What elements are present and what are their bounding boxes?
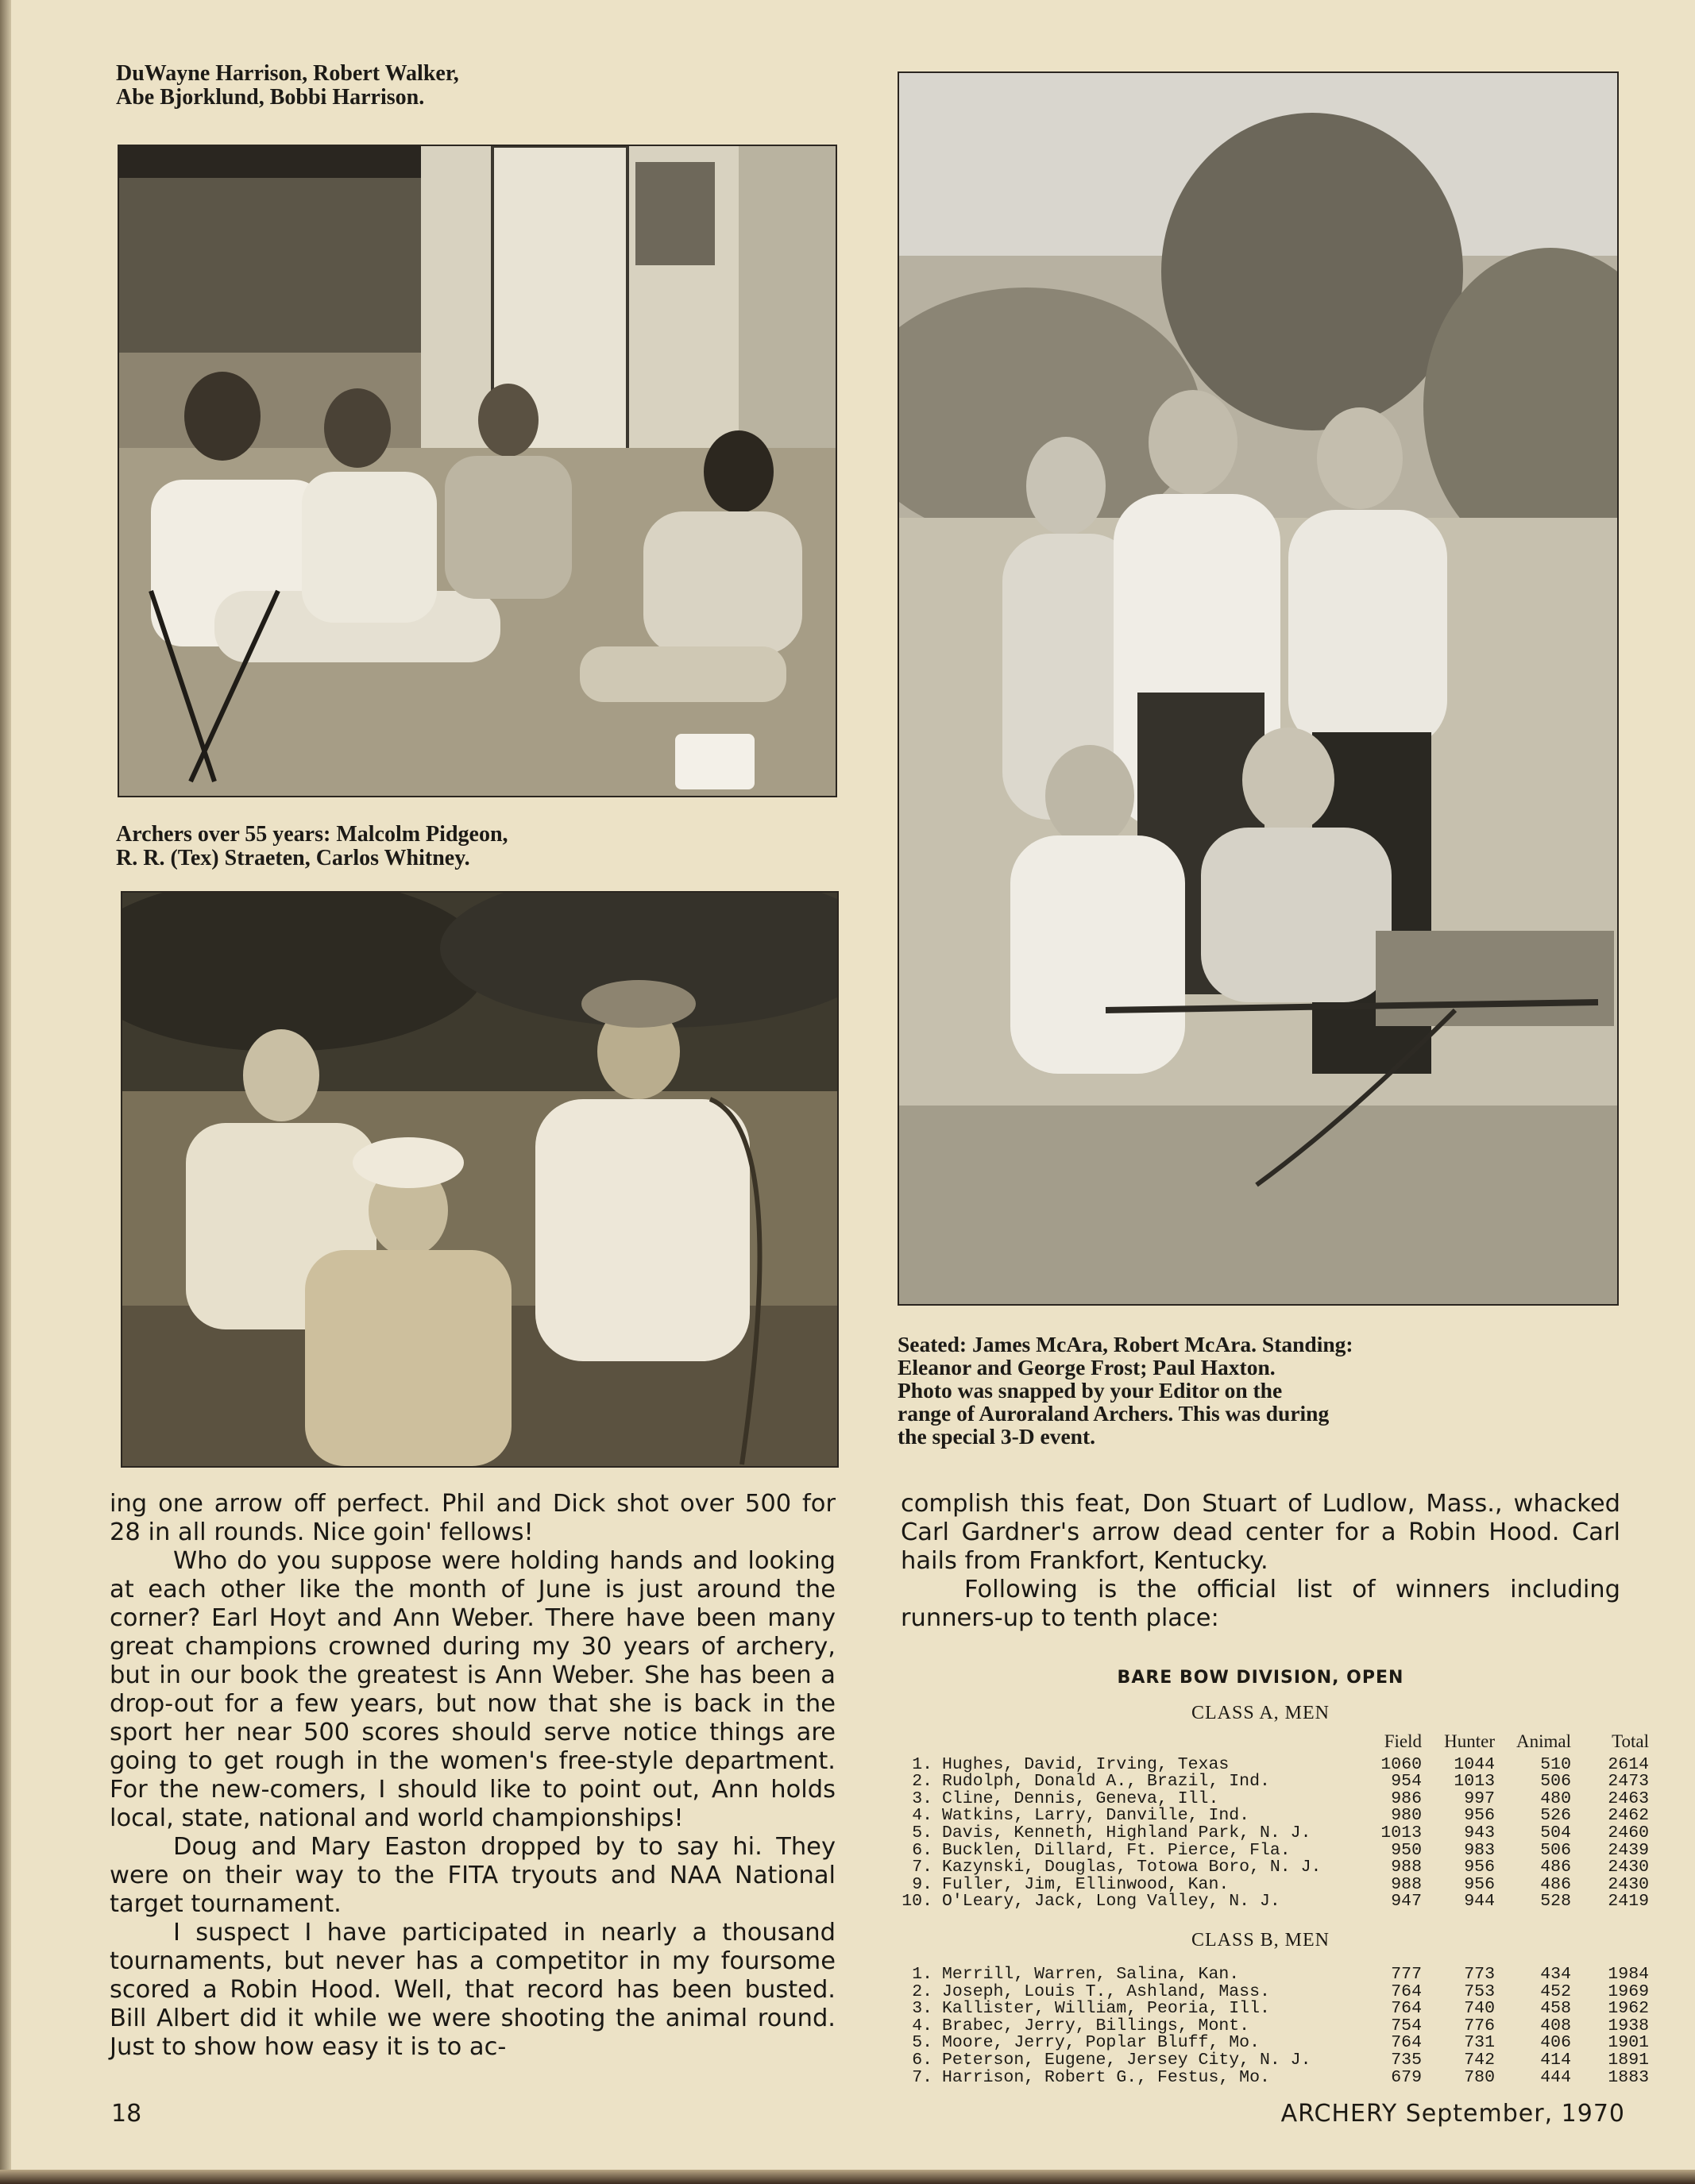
name-cell: Joseph, Louis T., Ashland, Mass. (942, 1981, 1270, 2001)
total-score-cell: 2463 (1608, 1788, 1649, 1808)
hunter-score-cell: 1044 (1454, 1754, 1495, 1774)
animal-score-cell: 452 (1540, 1981, 1571, 2001)
header-field: Field (1384, 1731, 1422, 1751)
field-score-cell: 735 (1391, 2050, 1422, 2070)
rank-cell: 10. (902, 1892, 932, 1912)
table-row (898, 1966, 1649, 1984)
name-cell: Kallister, William, Peoria, Ill. (942, 1999, 1270, 2019)
total-score-cell: 2462 (1608, 1806, 1649, 1826)
photo-group-at-trailer (118, 145, 837, 797)
results-table-class-b (898, 1966, 1649, 2086)
name-cell: Cline, Dennis, Geneva, Ill. (942, 1788, 1219, 1808)
total-score-cell: 2473 (1608, 1772, 1649, 1792)
animal-score-cell: 414 (1540, 2050, 1571, 2070)
header-animal: Animal (1516, 1731, 1571, 1751)
field-score-cell: 1060 (1380, 1754, 1422, 1774)
table-row (898, 2070, 1649, 2087)
name-cell: Merrill, Warren, Salina, Kan. (942, 1965, 1240, 1984)
rank-cell: 1. (912, 1754, 932, 1774)
article-paragraph: complish this feat, Don Stuart of Ludlow, Mass., whacked Carl Gardner's arrow dead center for a Robin Hood. Carl hails from Frankfort, Kentucky. (901, 1490, 1620, 1575)
total-score-cell: 1901 (1608, 2033, 1649, 2053)
name-cell: Peterson, Eugene, Jersey City, N. J. (942, 2050, 1311, 2070)
table-row (898, 1893, 1649, 1911)
field-score-cell: 988 (1391, 1858, 1422, 1877)
field-score-cell: 764 (1391, 1981, 1422, 2001)
table-header-row (898, 1733, 1649, 1757)
field-score-cell: 988 (1391, 1874, 1422, 1894)
table-row (898, 1825, 1649, 1843)
name-cell: Watkins, Larry, Danville, Ind. (942, 1806, 1250, 1826)
photo-auroraland-archers (898, 71, 1619, 1306)
issue-line: ARCHERY September, 1970 (1280, 2100, 1625, 2128)
caption-line: Abe Bjorklund, Bobbi Harrison. (116, 85, 425, 110)
photo-auroraland-archers-image (899, 73, 1617, 1304)
name-cell: Kazynski, Douglas, Totowa Boro, N. J. (942, 1858, 1322, 1877)
rank-cell: 9. (912, 1874, 932, 1894)
article-column-right (901, 1490, 1620, 1633)
name-cell: Brabec, Jerry, Billings, Mont. (942, 2016, 1250, 2035)
name-cell: Rudolph, Donald A., Brazil, Ind. (942, 1772, 1270, 1792)
article-paragraph: I suspect I have participated in nearly a thousand tournaments, but never has a competitor in my foursome scored a Robin Hood. Well, that record has been busted. Bill Albert did it while we were shooting the animal round. Just to show how easy it is to ac- (110, 1919, 836, 2061)
page-spine-shadow (0, 0, 11, 2184)
rank-cell: 6. (912, 2050, 932, 2070)
field-score-cell: 947 (1391, 1892, 1422, 1912)
animal-score-cell: 406 (1540, 2033, 1571, 2053)
animal-score-cell: 506 (1540, 1840, 1571, 1860)
rank-cell: 2. (912, 1772, 932, 1792)
animal-score-cell: 444 (1540, 2067, 1571, 2087)
results-table-class-a (898, 1733, 1649, 1911)
hunter-score-cell: 956 (1464, 1806, 1495, 1826)
hunter-score-cell: 1013 (1454, 1772, 1495, 1792)
animal-score-cell: 458 (1540, 1999, 1571, 2019)
name-cell: Fuller, Jim, Ellinwood, Kan. (942, 1874, 1230, 1894)
table-row (898, 1859, 1649, 1877)
total-score-cell: 1984 (1608, 1965, 1649, 1984)
header-name (942, 1733, 1371, 1757)
animal-score-cell: 526 (1540, 1806, 1571, 1826)
animal-score-cell: 434 (1540, 1965, 1571, 1984)
field-score-cell: 1013 (1380, 1823, 1422, 1843)
class-b-rows (898, 1966, 1649, 2086)
hunter-score-cell: 956 (1464, 1874, 1495, 1894)
photo-archers-over-55 (121, 891, 839, 1468)
division-title: BARE BOW DIVISION, OPEN (1117, 1668, 1404, 1688)
table-row (898, 1757, 1649, 1774)
name-cell: Harrison, Robert G., Festus, Mo. (942, 2067, 1270, 2087)
page-number: 18 (111, 2100, 142, 2128)
field-score-cell: 980 (1391, 1806, 1422, 1826)
rank-cell: 4. (912, 1806, 932, 1826)
total-score-cell: 1962 (1608, 1999, 1649, 2019)
table-row (898, 1791, 1649, 1808)
animal-score-cell: 528 (1540, 1892, 1571, 1912)
caption-line: Archers over 55 years: Malcolm Pidgeon, (116, 822, 508, 847)
hunter-score-cell: 773 (1464, 1965, 1495, 1984)
name-cell: Hughes, David, Irving, Texas (942, 1754, 1230, 1774)
total-score-cell: 2430 (1608, 1858, 1649, 1877)
field-score-cell: 754 (1391, 2016, 1422, 2035)
hunter-score-cell: 983 (1464, 1840, 1495, 1860)
header-hunter: Hunter (1444, 1731, 1495, 1751)
hunter-score-cell: 956 (1464, 1858, 1495, 1877)
caption-photo-3 (898, 1333, 1612, 1448)
animal-score-cell: 504 (1540, 1823, 1571, 1843)
caption-line: the special 3-D event. (898, 1424, 1095, 1449)
field-score-cell: 764 (1391, 2033, 1422, 2053)
caption-line: DuWayne Harrison, Robert Walker, (116, 61, 459, 86)
hunter-score-cell: 944 (1464, 1892, 1495, 1912)
animal-score-cell: 486 (1540, 1858, 1571, 1877)
hunter-score-cell: 753 (1464, 1981, 1495, 2001)
animal-score-cell: 506 (1540, 1772, 1571, 1792)
rank-cell: 7. (912, 1858, 932, 1877)
article-paragraph: ing one arrow off perfect. Phil and Dick shot over 500 for 28 in all rounds. Nice goin' fellows! (110, 1490, 836, 1546)
caption-photo-1 (116, 62, 815, 110)
caption-line: Photo was snapped by your Editor on the (898, 1378, 1283, 1403)
rank-cell: 7. (912, 2067, 932, 2087)
class-b-title: CLASS B, MEN (1191, 1930, 1330, 1951)
article-paragraph: Doug and Mary Easton dropped by to say hi. They were on their way to the FITA tryouts and NAA National target tournament. (110, 1833, 836, 1918)
rank-cell: 6. (912, 1840, 932, 1860)
caption-line: Eleanor and George Frost; Paul Haxton. (898, 1355, 1276, 1379)
header-total: Total (1612, 1731, 1649, 1751)
table-row (898, 1808, 1649, 1825)
hunter-score-cell: 997 (1464, 1788, 1495, 1808)
field-score-cell: 764 (1391, 1999, 1422, 2019)
table-row (898, 1877, 1649, 1894)
header-rank (898, 1733, 942, 1757)
table-row (898, 1984, 1649, 2001)
field-score-cell: 954 (1391, 1772, 1422, 1792)
class-a-rows (898, 1754, 1649, 1912)
caption-line: R. R. (Tex) Straeten, Carlos Whitney. (116, 846, 470, 870)
total-score-cell: 1891 (1608, 2050, 1649, 2070)
rank-cell: 5. (912, 1823, 932, 1843)
table-row (898, 1773, 1649, 1791)
rank-cell: 3. (912, 1999, 932, 2019)
name-cell: O'Leary, Jack, Long Valley, N. J. (942, 1892, 1280, 1912)
hunter-score-cell: 731 (1464, 2033, 1495, 2053)
photo-archers-over-55-image (122, 893, 837, 1466)
table-row (898, 2018, 1649, 2035)
field-score-cell: 950 (1391, 1840, 1422, 1860)
article-paragraph: Following is the official list of winners including runners-up to tenth place: (901, 1576, 1620, 1632)
field-score-cell: 679 (1391, 2067, 1422, 2087)
rank-cell: 4. (912, 2016, 932, 2035)
name-cell: Bucklen, Dillard, Ft. Pierce, Fla. (942, 1840, 1291, 1860)
rank-cell: 1. (912, 1965, 932, 1984)
name-cell: Moore, Jerry, Poplar Bluff, Mo. (942, 2033, 1260, 2053)
table-row (898, 2052, 1649, 2070)
rank-cell: 2. (912, 1981, 932, 2001)
total-score-cell: 2460 (1608, 1823, 1649, 1843)
article-paragraph: Who do you suppose were holding hands and looking at each other like the month of June is just around the corner? Earl Hoyt and Ann Weber. There have been many great champions crowned during my 30 years of archery, but in our book the greatest is Ann Weber. She has been a drop-out for a few years, but now that she is back in the sport her near 500 scores should serve notice things are going to get rough in the women's free-style department. For the new-comers, I should like to point out, Ann holds local, state, national and world championships! (110, 1547, 836, 1832)
hunter-score-cell: 780 (1464, 2067, 1495, 2087)
rank-cell: 5. (912, 2033, 932, 2053)
caption-line: Seated: James McAra, Robert McAra. Standing: (898, 1332, 1353, 1356)
caption-line: range of Auroraland Archers. This was during (898, 1401, 1330, 1426)
total-score-cell: 2430 (1608, 1874, 1649, 1894)
animal-score-cell: 480 (1540, 1788, 1571, 1808)
table-row (898, 2035, 1649, 2052)
page-bottom-edge (0, 2170, 1695, 2184)
field-score-cell: 777 (1391, 1965, 1422, 1984)
total-score-cell: 2439 (1608, 1840, 1649, 1860)
total-score-cell: 1969 (1608, 1981, 1649, 2001)
animal-score-cell: 408 (1540, 2016, 1571, 2035)
total-score-cell: 1883 (1608, 2067, 1649, 2087)
hunter-score-cell: 740 (1464, 1999, 1495, 2019)
animal-score-cell: 486 (1540, 1874, 1571, 1894)
rank-cell: 3. (912, 1788, 932, 1808)
photo-group-at-trailer-image (119, 146, 836, 796)
total-score-cell: 2419 (1608, 1892, 1649, 1912)
table-row (898, 1843, 1649, 1860)
animal-score-cell: 510 (1540, 1754, 1571, 1774)
name-cell: Davis, Kenneth, Highland Park, N. J. (942, 1823, 1311, 1843)
hunter-score-cell: 742 (1464, 2050, 1495, 2070)
hunter-score-cell: 776 (1464, 2016, 1495, 2035)
caption-photo-2 (116, 823, 831, 870)
class-a-title: CLASS A, MEN (1191, 1703, 1330, 1723)
field-score-cell: 986 (1391, 1788, 1422, 1808)
total-score-cell: 2614 (1608, 1754, 1649, 1774)
hunter-score-cell: 943 (1464, 1823, 1495, 1843)
table-row (898, 2001, 1649, 2018)
article-column-left (110, 1490, 836, 2062)
total-score-cell: 1938 (1608, 2016, 1649, 2035)
